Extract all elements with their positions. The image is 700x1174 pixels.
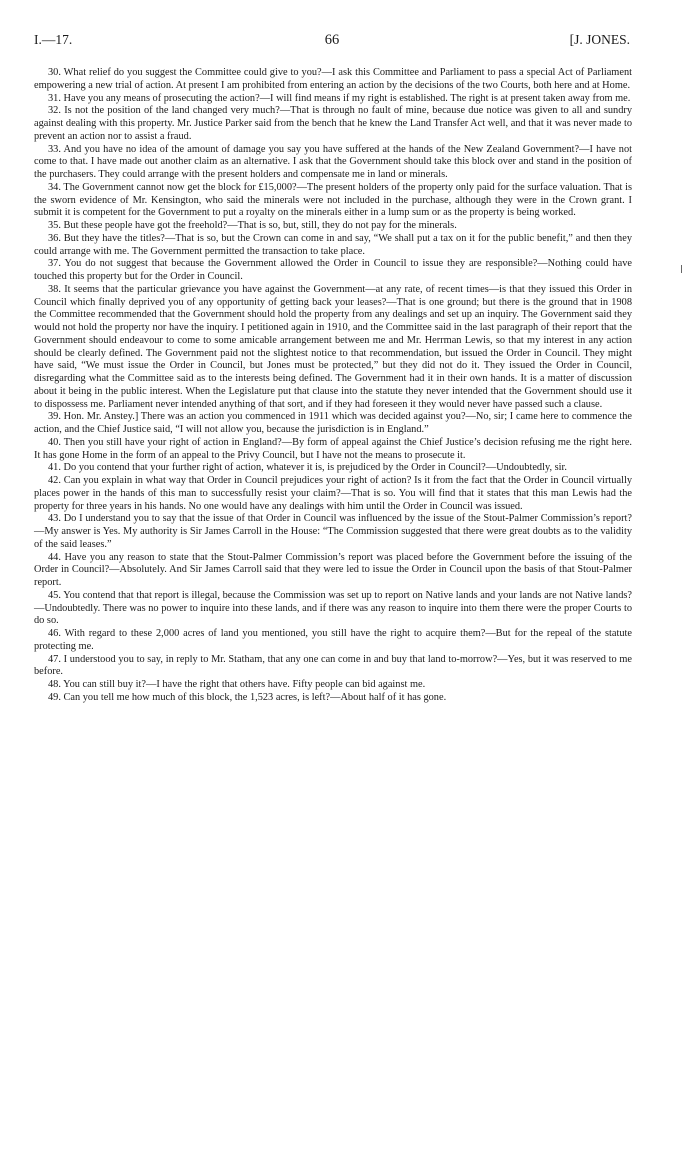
- question-38: 38. It seems that the particular grievance you have against the Government—at any rate, of recent times—is that they issued this Order in Council which finally deprived you of any opportunity of getting back your leases?—That is one ground; but there is the ground that in 1908 the Committee recommended that the Government should hold the property from any dealings and set up an inquiry. The Government said they would not hold the property nor have the inquiry. I petitioned again in 1910, and the Committee said in the last paragraph of their report that the Government should endeavour to come to some amicable arrangement between me and Mr. Herrman Lewis, so that my interest in any action should be clearly defined. The Government paid not the slightest notice to that recommendation, but issued the Order in Council. They might have said, “We must issue the Order in Council, but Jones must be protected,” but they did not do it. They issued the Order in Council, disregarding what the Committee said as to the interests being defined. The Government had it in their own hands. It is a matter of discussion about it being in the public interest. When the Legislature put that clause into the statute they never intended that the Government should use it to dispossess me. Parliament never intended anything of that sort, and if they had foreseen it they would never have passed such a clause.: [34, 283, 632, 410]
- question-35: 35. But these people have got the freehold?—That is so, but, still, they do not pay for the minerals.: [48, 220, 457, 231]
- question-46: 46. With regard to these 2,000 acres of land you mentioned, you still have the right to acquire them?—But for the repeal of the statute protecting me.: [34, 628, 632, 652]
- question-42: 42. Can you explain in what way that Order in Council prejudices your right of action? Is it from the fact that the Order in Council virtually places power in the hands of this man to successfully resist your claim?—That is so. You will find that it states that this man Lewis had the property for three years in his hands. No one would have any dealings with him until the Order in Council was issued.: [34, 475, 632, 512]
- evidence-text: [34, 67, 632, 705]
- question-48: 48. You can still buy it?—I have the right that others have. Fifty people can bid against me.: [48, 679, 426, 690]
- question-41: 41. Do you contend that your further right of action, whatever it is, is prejudiced by the Order in Council?—Undoubtedly, sir.: [48, 462, 567, 474]
- question-44: 44. Have you any reason to state that the Stout-Palmer Commission’s report was placed before the Government before the issuing of the Order in Council?—Absolutely. And Sir James Carroll said that they were led to issue the Order in Council upon the basis of that Stout-Palmer report.: [34, 551, 632, 588]
- question-31: 31. Have you any means of prosecuting the action?—I will find means if my right is established. The right is at present taken away from me.: [48, 92, 631, 104]
- question-33: 33. And you have no idea of the amount of damage you say you have suffered at the hands of the New Zealand Government?—I have not come to that. I have made out another claim as an alternative. I ask that the Government should take this block over and stand in the position of the purchasers. They could arrange with the present holders and compensate me in land or minerals.: [34, 143, 632, 180]
- question-36: 36. But they have the titles?—That is so, but the Crown can come in and say, “We shall put a tax on it for the public benefit,” and then they could arrange with me. The Government permitted the transaction to take place.: [34, 232, 632, 257]
- question-49: 49. Can you tell me how much of this block, the 1,523 acres, is left?—About half of it has gone.: [48, 691, 447, 703]
- question-32: 32. Is not the position of the land changed very much?—That is through no fault of mine, because due notice was given to all and sundry against dealing with this property. Mr. Justice Parker said from the bench that he knew the Land Transfer Act well, and that it was never made to prevent an action nor to assist a fraud.: [34, 105, 632, 142]
- question-47: 47. I understood you to say, in reply to Mr. Statham, that any one can come in and buy that land to-morrow?—Yes, but it was reserved to me before.: [34, 653, 632, 678]
- witness-name: [J. JONES.: [569, 32, 630, 47]
- document-reference: I.—17.: [34, 32, 73, 47]
- question-37: 37. You do not suggest that because the Government allowed the Order in Council to issue they are responsible?—Nothing could have touched this property but for the Order in Council.: [34, 258, 632, 282]
- question-30: 30. What relief do you suggest the Committee could give to you?—I ask this Committee and Parliament to pass a special Act of Parliament empowering a new trial of action. At present I am prohibited from entering an action by the decisions of the two Courts, both here and at Home.: [34, 67, 632, 91]
- question-40: 40. Then you still have your right of action in England?—By form of appeal against the Chief Justice’s decision refusing me the right here. It has gone Home in the form of an appeal to the Privy Council, but I have not the means to prosecute it.: [34, 436, 632, 461]
- page-header: [34, 32, 630, 52]
- question-39: 39. Hon. Mr. Anstey.] There was an action you commenced in 1911 which was decided against you?—No, sir; I came here to commence the action, and the Chief Justice said, “I will not allow you, because the jurisdiction is in England.”: [34, 411, 632, 435]
- margin-mark: [681, 265, 682, 273]
- question-45: 45. You contend that that report is illegal, because the Commission was set up to report on Native lands and your lands are not Native lands?—Undoubtedly. There was no power to inquire into these lands, and if there was any reason to inquire into them there were the proper Courts to do so.: [34, 589, 632, 627]
- question-43: 43. Do I understand you to say that the issue of that Order in Council was influenced by the issue of the Stout-Palmer Commission’s report?—My answer is Yes. My authority is Sir James Carroll in the House: “The Commission suggested that there were great doubts as to the validity of the said leases.”: [34, 513, 632, 550]
- page-number: 66: [324, 32, 340, 48]
- question-34: 34. The Government cannot now get the block for £15,000?—The present holders of the property only paid for the surface valuation. That is the sworn evidence of Mr. Kensington, who said the minerals were not included in the purchase, although they were in the Crown grant. I submit it is competent for the Government to put a royalty on the minerals either in a lump sum or as the property is being worked.: [34, 181, 632, 219]
